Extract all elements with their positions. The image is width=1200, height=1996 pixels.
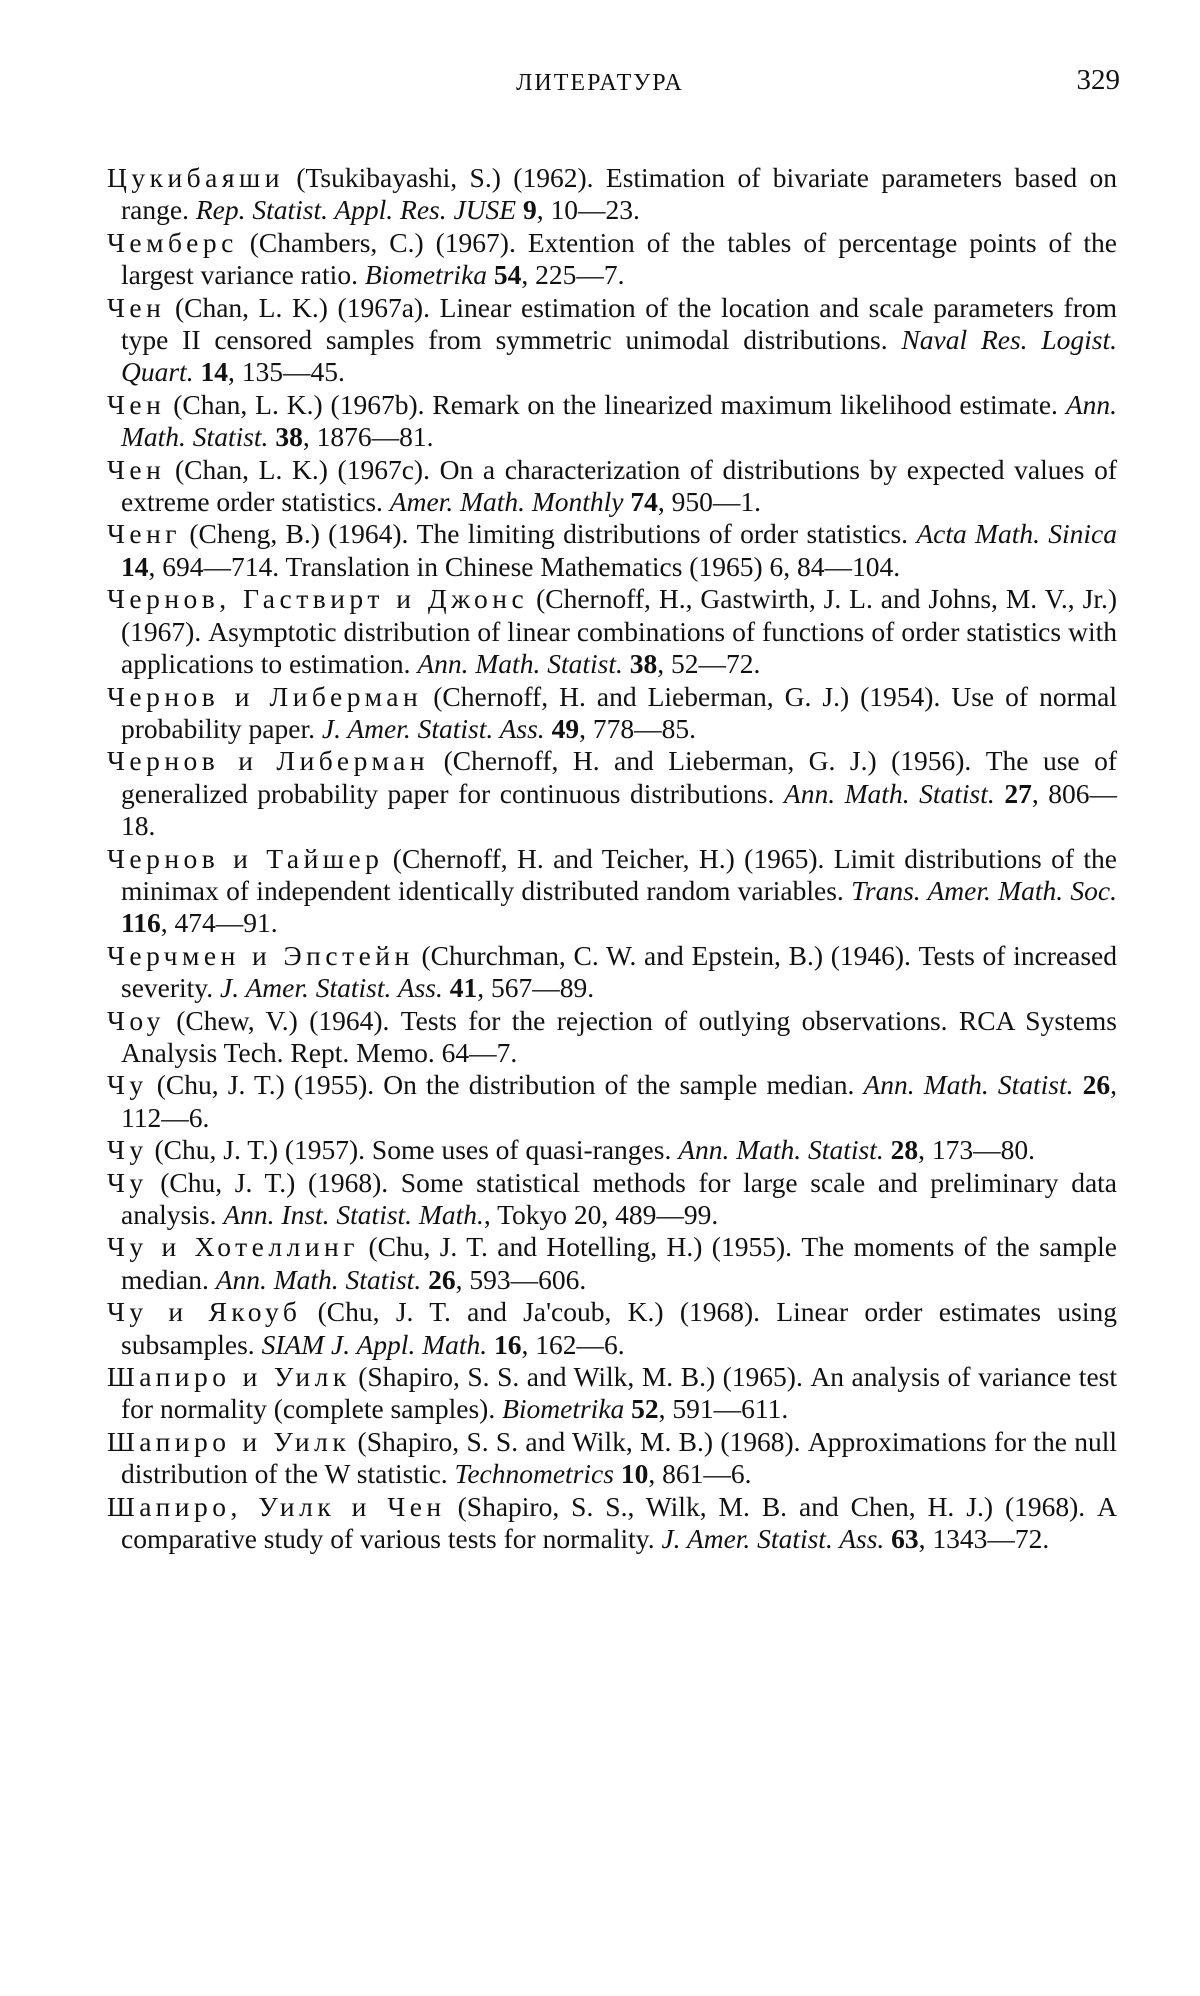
reference-text: (Chernoff, H. and Lieberman, G. J.) (1956). The use of generalized probability paper for continuous distributions. bbox=[121, 745, 1117, 809]
reference-tail: , 173—80. bbox=[918, 1134, 1035, 1166]
reference-text: (Chu, J. T. and Hotelling, H.) (1955). The moments of the sample median. bbox=[121, 1231, 1117, 1295]
reference-author: Чернов и Либерман bbox=[107, 745, 430, 777]
reference-author: Чоу bbox=[107, 1004, 165, 1036]
reference-entry bbox=[107, 1296, 1117, 1361]
reference-tail: , 593—606. bbox=[455, 1263, 587, 1295]
reference-volume: 38 bbox=[268, 421, 303, 453]
reference-author: Чен bbox=[107, 453, 166, 485]
reference-entry bbox=[107, 162, 1117, 227]
reference-source: SIAM J. Appl. Math. bbox=[261, 1328, 488, 1360]
reference-volume: 74 bbox=[623, 486, 658, 518]
reference-volume: 116 bbox=[121, 907, 161, 939]
reference-tail: , 694—714. Translation in Chinese Mathematics (1965) 6, 84—104. bbox=[148, 550, 901, 582]
reference-source: Acta Math. Sinica bbox=[916, 518, 1117, 550]
reference-tail: , 112—6. bbox=[121, 1069, 1117, 1133]
reference-volume: 26 bbox=[421, 1263, 456, 1295]
reference-text: (Chan, L. K.) (1967a). Linear estimation of the location and scale parameters from type II censored samples from symmetric unimodal distributions. bbox=[121, 291, 1117, 356]
reference-source: Ann. Math. Statist. bbox=[215, 1263, 422, 1295]
reference-text: (Chew, V.) (1964). Tests for the rejection of outlying observations. RCA Systems Analysis Tech. Rept. Memo. 64—7. bbox=[121, 1004, 1117, 1068]
reference-source: Ann. Math. Statist. bbox=[417, 648, 623, 680]
reference-entry bbox=[107, 1167, 1117, 1232]
reference-source: Ann. Math. Statist. bbox=[121, 388, 1117, 453]
reference-source: Technometrics bbox=[454, 1458, 614, 1490]
reference-source: Trans. Amer. Math. Soc. bbox=[851, 874, 1117, 906]
reference-author: Чернов и Тайшер bbox=[107, 842, 384, 874]
running-title: ЛИТЕРАТУРА bbox=[516, 70, 684, 96]
reference-author: Чу bbox=[107, 1166, 148, 1198]
reference-text: (Shapiro, S. S., Wilk, M. B. and Chen, H. J.) (1968). A comparative study of various tests for normality. bbox=[121, 1490, 1117, 1555]
reference-author: Чу bbox=[107, 1134, 148, 1166]
reference-entry bbox=[107, 681, 1117, 746]
reference-source: Rep. Statist. Appl. Res. JUSE bbox=[195, 194, 517, 226]
reference-text: (Shapiro, S. S. and Wilk, M. B.) (1968). Approximations for the null distribution of the W statistic. bbox=[121, 1425, 1117, 1490]
reference-source: J. Amer. Statist. Ass. bbox=[220, 972, 443, 1004]
reference-text: (Chu, J. T. and Ja'coub, K.) (1968). Linear order estimates using subsamples. bbox=[121, 1296, 1117, 1360]
reference-author: Шапиро, Уилк и Чен bbox=[107, 1490, 446, 1522]
reference-tail: , 1343—72. bbox=[918, 1523, 1050, 1555]
reference-text: (Tsukibayashi, S.) (1962). Estimation of bivariate parameters based on range. bbox=[121, 162, 1117, 226]
reference-tail: , 567—89. bbox=[477, 972, 595, 1004]
reference-tail: , 225—7. bbox=[521, 259, 625, 291]
reference-source: Biometrika bbox=[502, 1393, 625, 1425]
reference-entry bbox=[107, 940, 1117, 1005]
reference-volume: 27 bbox=[994, 777, 1032, 809]
reference-tail: , Tokyo 20, 489—99. bbox=[483, 1199, 719, 1230]
reference-volume: 16 bbox=[487, 1328, 522, 1360]
reference-text: (Chernoff, H. and Teicher, H.) (1965). Limit distributions of the minimax of independent identically distributed random variables. bbox=[121, 842, 1117, 906]
reference-text: (Chambers, C.) (1967). Extention of the tables of percentage points of the largest variance ratio. bbox=[121, 226, 1117, 291]
reference-text: (Churchman, C. W. and Epstein, B.) (1946). Tests of increased severity. bbox=[121, 939, 1117, 1004]
reference-volume: 41 bbox=[442, 972, 478, 1004]
reference-volume: 38 bbox=[622, 648, 658, 680]
reference-source: Biometrika bbox=[364, 259, 488, 291]
reference-volume: 52 bbox=[624, 1393, 659, 1425]
reference-text: (Chu, J. T.) (1955). On the distribution of the sample median. bbox=[147, 1069, 864, 1101]
reference-volume: 14 bbox=[121, 550, 149, 582]
reference-tail: , 861—6. bbox=[648, 1458, 752, 1490]
reference-source: J. Amer. Statist. Ass. bbox=[321, 712, 545, 744]
reference-author: Черчмен и Эпстейн bbox=[107, 939, 414, 971]
reference-source: Naval Res. Logist. Quart. bbox=[121, 324, 1117, 388]
page-number: 329 bbox=[1076, 64, 1120, 96]
reference-entry bbox=[107, 227, 1117, 292]
reference-volume: 9 bbox=[516, 194, 537, 226]
reference-author: Чемберс bbox=[107, 226, 238, 258]
reference-tail: , 10—23. bbox=[536, 194, 640, 226]
reference-tail: , 591—611. bbox=[658, 1393, 789, 1425]
reference-volume: 49 bbox=[544, 712, 580, 744]
reference-text: (Cheng, B.) (1964). The limiting distributions of order statistics. bbox=[181, 518, 917, 550]
reference-entry bbox=[107, 1426, 1117, 1491]
reference-text: (Chernoff, H., Gastwirth, J. L. and Johns, M. V., Jr.) (1967). Asymptotic distribution of linear combinations of functions of order statistics with applications to estimation. bbox=[121, 583, 1117, 680]
reference-author: Чернов, Гаствирт и Джонс bbox=[107, 583, 529, 615]
reference-tail: , 52—72. bbox=[657, 648, 761, 680]
reference-tail: , 778—85. bbox=[579, 712, 696, 744]
reference-tail: , 135—45. bbox=[227, 356, 345, 388]
reference-author: Ченг bbox=[107, 518, 182, 550]
reference-source: J. Amer. Statist. Ass. bbox=[661, 1523, 885, 1555]
reference-tail: , 950—1. bbox=[657, 486, 762, 518]
reference-entry bbox=[107, 843, 1117, 940]
reference-entry bbox=[107, 1231, 1117, 1296]
reference-text: (Chernoff, H. and Lieberman, G. J.) (1954). Use of normal probability paper. bbox=[121, 680, 1117, 744]
reference-entry bbox=[107, 1005, 1117, 1070]
reference-entry bbox=[107, 1134, 1117, 1166]
reference-volume: 14 bbox=[193, 356, 228, 388]
reference-source: Ann. Math. Statist. bbox=[783, 777, 995, 809]
reference-source: Amer. Math. Monthly bbox=[389, 486, 624, 518]
reference-author: Чернов и Либерман bbox=[107, 680, 423, 712]
reference-source: Ann. Math. Statist. bbox=[678, 1134, 884, 1166]
reference-tail: , 474—91. bbox=[160, 907, 278, 939]
reference-author: Чу и Хотеллинг bbox=[107, 1231, 360, 1263]
reference-tail: , 162—6. bbox=[521, 1328, 625, 1360]
reference-author: Чен bbox=[107, 388, 166, 420]
reference-source: Ann. Inst. Statist. Math. bbox=[223, 1199, 484, 1230]
reference-author: Чу bbox=[107, 1069, 148, 1101]
reference-entry bbox=[107, 518, 1117, 583]
reference-text: (Chu, J. T.) (1957). Some uses of quasi-ranges. bbox=[147, 1134, 679, 1166]
reference-text: (Shapiro, S. S. and Wilk, M. B.) (1965). An analysis of variance test for normality (complete samples). bbox=[121, 1361, 1117, 1425]
reference-author: Шапиро и Уилк bbox=[107, 1425, 351, 1457]
reference-entry bbox=[107, 745, 1117, 842]
reference-text: (Chan, L. K.) (1967c). On a characterization of distributions by expected values of extreme order statistics. bbox=[121, 453, 1117, 518]
reference-text: (Chan, L. K.) (1967b). Remark on the linearized maximum likelihood estimate. bbox=[165, 388, 1066, 420]
reference-volume: 26 bbox=[1073, 1069, 1111, 1101]
reference-volume: 28 bbox=[883, 1134, 919, 1166]
reference-entry bbox=[107, 583, 1117, 680]
reference-volume: 54 bbox=[487, 259, 522, 291]
reference-entry bbox=[107, 292, 1117, 389]
reference-entry bbox=[107, 454, 1117, 519]
reference-entry bbox=[107, 1069, 1117, 1134]
reference-tail: , 1876—81. bbox=[302, 421, 434, 453]
reference-volume: 63 bbox=[884, 1523, 919, 1555]
reference-tail: , 806—18. bbox=[121, 777, 1118, 842]
reference-author: Чу и Якоуб bbox=[107, 1296, 302, 1328]
reference-text: (Chu, J. T.) (1968). Some statistical methods for large scale and preliminary data analysis. bbox=[121, 1166, 1117, 1230]
reference-author: Чен bbox=[107, 291, 166, 323]
reference-entry bbox=[107, 1491, 1117, 1556]
reference-entry bbox=[107, 389, 1117, 454]
reference-list bbox=[107, 162, 1117, 1555]
reference-author: Шапиро и Уилк bbox=[107, 1361, 351, 1393]
reference-author: Цукибаяши bbox=[107, 162, 284, 193]
reference-entry bbox=[107, 1361, 1117, 1426]
reference-source: Ann. Math. Statist. bbox=[863, 1069, 1074, 1101]
reference-volume: 10 bbox=[613, 1458, 649, 1490]
